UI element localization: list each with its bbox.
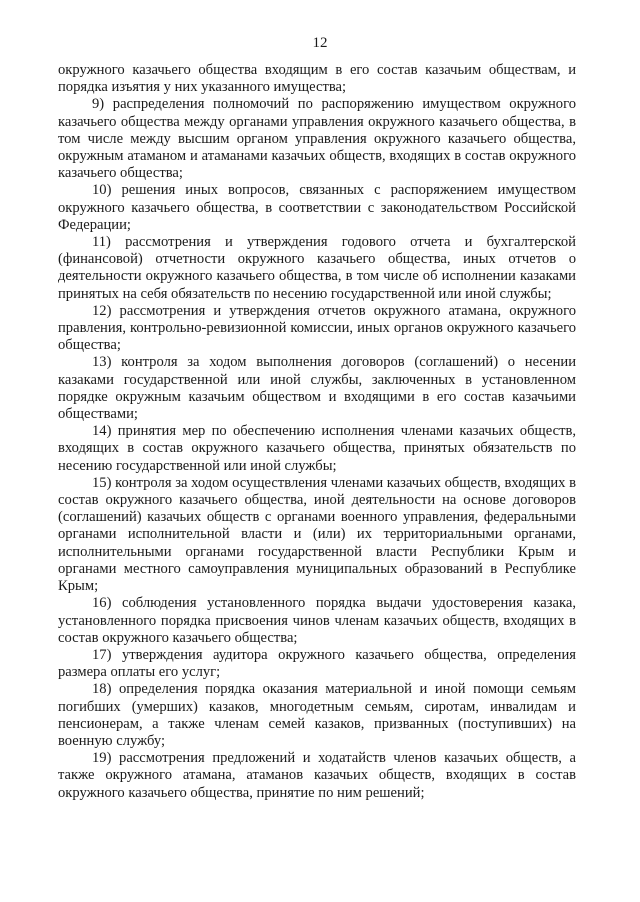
paragraph-item-14: 14) принятия мер по обеспечению исполнения членами казачьих обществ, входящих в состав окружного казачьего общества, принятых обязательств по несению государственной или иной службы; (58, 423, 576, 474)
paragraph-item-15: 15) контроля за ходом осуществления членами казачьих обществ, входящих в состав окружного казачьего общества, иной деятельности на основе договоров (соглашений) казачьих обществ с органами военного управления, федеральными органами исполнительной власти и (или) их территориальными органами, исполнительными органами государственной власти Республики Крым и органами местного самоуправления муниципальных образований в Республике Крым; (58, 474, 576, 595)
paragraph-item-16: 16) соблюдения установленного порядка выдачи удостоверения казака, установленного порядка присвоения чинов членам казачьих обществ, входящих в состав окружного казачьего общества; (58, 595, 576, 646)
paragraph-item-11: 11) рассмотрения и утверждения годового отчета и бухгалтерской (финансовой) отчетности окружного казачьего общества, иных отчетов о деятельности окружного казачьего общества, в том числе об исполнении казаками принятых на себя обязательств по несению государственной или иной службы; (58, 234, 576, 302)
paragraph-item-10: 10) решения иных вопросов, связанных с распоряжением имуществом окружного казачьего общества, в соответствии с законодательством Российской Федерации; (58, 182, 576, 233)
paragraph-item-17: 17) утверждения аудитора окружного казачьего общества, определения размера оплаты его услуг; (58, 646, 576, 681)
paragraph-item-19: 19) рассмотрения предложений и ходатайств членов казачьих обществ, а также окружного атамана, атаманов казачьих обществ, входящих в состав окружного казачьего общества, принятие по ним решений; (58, 750, 576, 801)
paragraph-item-9: 9) распределения полномочий по распоряжению имуществом окружного казачьего общества между органами управления окружного казачьего общества, в том числе между высшим органом управления окружного казачьего общества, окружным атаманом и атаманами казачьих обществ, входящих в состав окружного казачьего общества; (58, 96, 576, 182)
page-number: 12 (312, 35, 328, 51)
document-body (58, 62, 576, 802)
paragraph-continuation: окружного казачьего общества входящим в его состав казачьим обществам, и порядка изъятия у них указанного имущества; (58, 62, 576, 96)
paragraph-item-12: 12) рассмотрения и утверждения отчетов окружного атамана, окружного правления, контрольно-ревизионной комиссии, иных органов окружного казачьего общества; (58, 302, 576, 354)
paragraph-item-13: 13) контроля за ходом выполнения договоров (соглашений) о несении казаками государственной или иной службы, заключенных в установленном порядке окружным казачьим обществом и входящими в его состав казачьими обществами; (58, 354, 576, 423)
paragraph-item-18: 18) определения порядка оказания материальной и иной помощи семьям погибших (умерших) казаков, многодетным семьям, сиротам, инвалидам и пенсионерам, а также членам семей казаков, призванных (поступивших) на военную службу; (58, 681, 576, 749)
